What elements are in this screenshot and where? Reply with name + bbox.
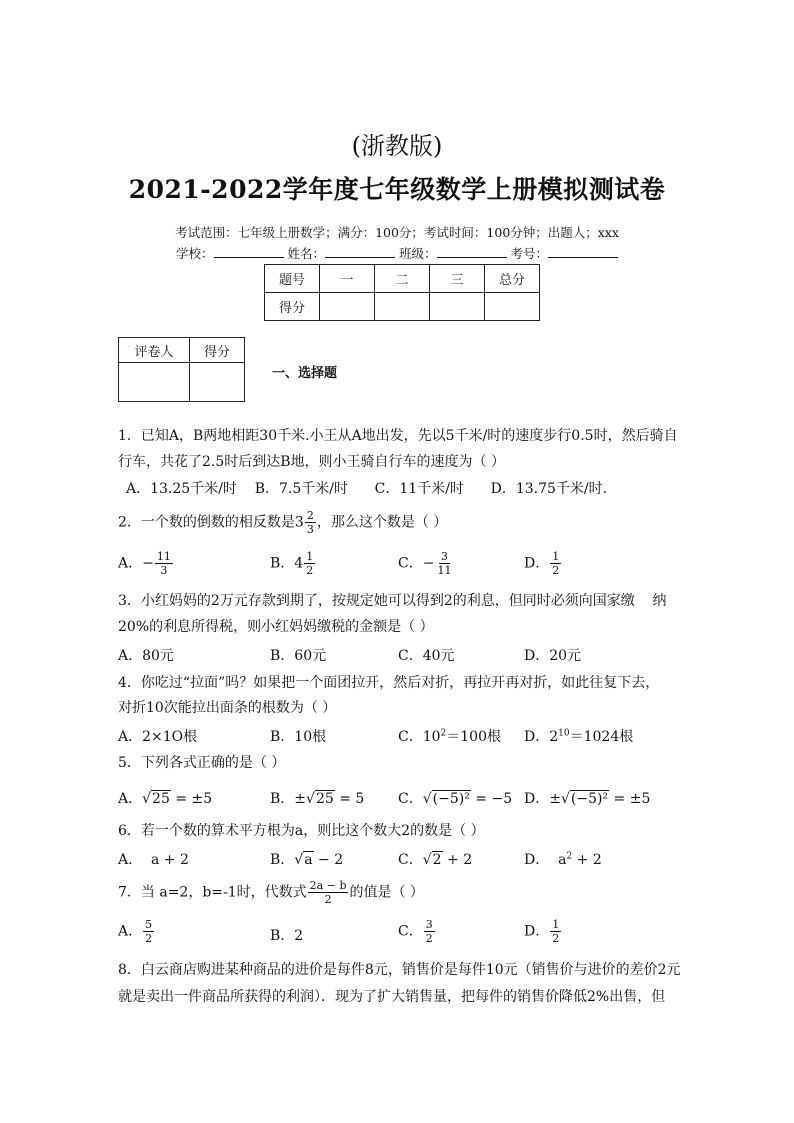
option-text: + 2 <box>572 852 602 868</box>
option-label: A．− <box>118 555 154 572</box>
score-header-cell: 题号 <box>265 265 320 293</box>
question-5-stem: 5．下列各式正确的是（ ） <box>118 755 286 771</box>
radicand: (−5)² <box>432 791 470 807</box>
question-8-line-2: 就是卖出一件商品所获得的利润）．现为了扩大销售量，把每件的销售价降低2%出售，但 <box>118 989 666 1005</box>
question-5-option-c[interactable] <box>398 788 512 808</box>
question-7-stem-text: 7．当 a=2，b=-1时，代数式 <box>118 884 307 901</box>
question-2-option-c[interactable] <box>398 550 454 577</box>
option-text: + 2 <box>442 852 473 868</box>
school-label: 学校： <box>175 246 214 261</box>
question-2-stem-text: 2．一个数的倒数的相反数是3 <box>118 514 304 531</box>
question-7-option-d[interactable] <box>524 918 562 945</box>
question-6-option-b[interactable] <box>270 849 343 869</box>
radicand: 2 <box>432 852 442 868</box>
score-header-cell: 三 <box>430 265 485 293</box>
option-text: C． <box>398 791 423 807</box>
question-6-option-c[interactable] <box>398 849 472 869</box>
option-text: B． <box>270 852 295 868</box>
question-4-option-a[interactable]: A．2×1O根 <box>118 729 198 745</box>
sqrt-sign-icon: √ <box>294 852 304 868</box>
question-4-option-d[interactable] <box>524 726 633 746</box>
radicand: 25 <box>152 791 170 807</box>
sqrt-sign-icon: √ <box>306 791 315 807</box>
fraction-denominator: 2 <box>552 932 560 945</box>
school-field[interactable] <box>214 245 284 258</box>
question-4-option-c[interactable] <box>398 726 501 746</box>
fraction-numerator: 1 <box>306 550 314 563</box>
option-text: ＝1024根 <box>569 729 634 745</box>
sqrt-sign-icon: √ <box>422 852 432 868</box>
option-label: C．− <box>398 555 435 572</box>
fraction-numerator: 2a − b <box>309 879 347 892</box>
grader-header-cell: 评卷人 <box>119 338 190 363</box>
fraction-denominator: 3 <box>160 564 168 577</box>
question-3-option-d[interactable]: D．20元 <box>524 648 582 664</box>
fraction-denominator: 2 <box>425 932 433 945</box>
score-row-label: 得分 <box>265 293 320 321</box>
question-7-stem-tail: 的值是（ ） <box>349 884 424 901</box>
exam-no-field[interactable] <box>548 245 618 258</box>
option-label: A． <box>118 923 143 940</box>
student-info-line <box>0 244 794 262</box>
question-7-option-a[interactable] <box>118 918 155 945</box>
score-cell[interactable] <box>320 293 375 321</box>
question-7-fraction <box>308 879 349 906</box>
option-text: = ±5 <box>170 791 213 807</box>
question-5-option-b[interactable] <box>270 788 364 808</box>
fraction-denominator: 2 <box>306 564 314 577</box>
option-text: − 2 <box>313 852 344 868</box>
question-2-stem-tail: ，那么这个数是（ ） <box>316 514 448 531</box>
question-5-option-d[interactable] <box>524 788 650 808</box>
exponent: 2 <box>566 851 573 862</box>
option-text: C． <box>398 852 423 868</box>
question-1-line-2: 行车，共花了2.5时后到达B地，则小王骑自行车的速度为（ ） <box>118 454 506 470</box>
fraction-denominator: 2 <box>324 893 332 906</box>
radicand: 25 <box>315 791 334 807</box>
option-text: D． a <box>524 852 567 868</box>
name-label: 姓名： <box>287 246 325 261</box>
sqrt-sign-icon: √ <box>560 791 570 807</box>
score-header-cell: 二 <box>375 265 430 293</box>
exam-title: 2021-2022学年度七年级数学上册模拟测试卷 <box>128 175 666 204</box>
score-header-cell: 总分 <box>485 265 540 293</box>
question-4-line-2: 对折10次能拉出面条的根数为（ ） <box>118 700 337 716</box>
option-label: B．4 <box>270 555 304 572</box>
question-3-option-c[interactable]: C．40元 <box>398 648 455 664</box>
fraction-denominator: 3 <box>306 523 314 536</box>
option-fraction <box>424 918 435 945</box>
question-4-option-b[interactable]: B．10根 <box>270 729 327 745</box>
name-field[interactable] <box>325 245 395 258</box>
option-fraction <box>550 550 561 577</box>
grader-table <box>118 337 245 402</box>
class-field[interactable] <box>437 245 507 258</box>
exponent: 10 <box>558 728 570 739</box>
question-3-option-b[interactable]: B．60元 <box>270 648 327 664</box>
question-3-line-2: 20%的利息所得税，则小红妈妈缴税的金额是（ ） <box>118 619 434 635</box>
option-label: C． <box>398 923 423 940</box>
option-text: D．± <box>524 791 561 807</box>
question-7-stem <box>118 879 424 906</box>
grader-input-row <box>119 363 245 402</box>
question-6-option-d[interactable] <box>524 849 602 869</box>
option-text: = ±5 <box>609 791 651 807</box>
grader-header-row <box>119 338 245 363</box>
exam-info-line: 考试范围：七年级上册数学；满分：100分；考试时间：100分钟；出题人；xxx <box>175 225 619 240</box>
class-label: 班级： <box>398 246 437 261</box>
question-1-line-1: 1．已知A，B两地相距30千米.小王从A地出发，先以5千米/时的速度步行0.5时，然后骑自 <box>118 428 678 444</box>
option-text: B．± <box>270 791 307 807</box>
score-header-cell: 一 <box>320 265 375 293</box>
grader-cell[interactable] <box>119 363 190 402</box>
fraction-numerator: 3 <box>440 550 448 563</box>
grader-header-cell: 得分 <box>190 338 245 363</box>
fraction-numerator: 2 <box>306 509 314 522</box>
question-1-options: A．13.25千米/时 B．7.5千米/时 C．11千米/时 D．13.75千米/时. <box>126 481 608 497</box>
fraction-numerator: 1 <box>552 918 560 931</box>
fraction-numerator: 5 <box>145 918 153 931</box>
section-title: 一、选择题 <box>272 366 338 381</box>
option-text: = −5 <box>470 791 513 807</box>
sqrt-sign-icon: √ <box>422 791 432 807</box>
question-6-stem: 6．若一个数的算术平方根为a，则比这个数大2的数是（ ） <box>118 823 485 839</box>
question-2-option-a[interactable] <box>118 550 174 577</box>
question-3-option-a[interactable]: A．80元 <box>118 648 174 664</box>
option-label: D． <box>524 923 550 940</box>
fraction-numerator: 3 <box>425 918 433 931</box>
option-fraction <box>550 918 561 945</box>
option-fraction <box>143 918 154 945</box>
option-text: A． <box>118 791 143 807</box>
fraction-numerator: 11 <box>156 550 171 563</box>
radicand: (−5)² <box>570 791 609 807</box>
option-fraction <box>304 550 315 577</box>
option-label: D． <box>524 555 550 572</box>
score-cell[interactable] <box>485 293 540 321</box>
option-text: ＝100根 <box>446 729 501 745</box>
question-3-line-1: 3．小红妈妈的2万元存款到期了，按规定她可以得到2的利息，但同时必须向国家缴 纳 <box>118 593 667 609</box>
question-7-option-c[interactable] <box>398 918 436 945</box>
question-7-option-b[interactable]: B．2 <box>270 928 304 944</box>
score-table <box>264 264 540 321</box>
question-5-option-a[interactable] <box>118 788 212 808</box>
fraction-denominator: 2 <box>552 564 560 577</box>
question-6-option-a[interactable]: A． a + 2 <box>118 852 189 868</box>
question-2-stem <box>118 509 447 536</box>
option-text: D．2 <box>524 729 559 745</box>
grader-score-cell[interactable] <box>190 363 245 402</box>
fraction-denominator: 11 <box>437 564 452 577</box>
exponent: 2 <box>440 728 447 739</box>
sqrt-sign-icon: √ <box>142 791 152 807</box>
option-fraction <box>435 550 453 577</box>
exam-no-label: 考号： <box>510 246 548 261</box>
score-cell[interactable] <box>430 293 485 321</box>
option-fraction <box>155 550 173 577</box>
question-8-line-1: 8．白云商店购进某种商品的进价是每件8元，销售价是每件10元（销售价与进价的差价2元 <box>118 962 681 978</box>
question-4-line-1: 4．你吃过“拉面”吗？如果把一个面团拉开，然后对折，再拉开再对折，如此往复下去， <box>118 675 660 691</box>
score-cell[interactable] <box>375 293 430 321</box>
option-text: C．10 <box>398 729 441 745</box>
question-2-fraction <box>305 509 316 536</box>
question-2-option-b[interactable] <box>270 550 316 577</box>
radicand: a <box>304 852 313 868</box>
question-2-option-d[interactable] <box>524 550 562 577</box>
score-table-header-row <box>265 265 540 293</box>
score-table-score-row <box>265 293 540 321</box>
fraction-numerator: 1 <box>552 550 560 563</box>
exam-edition: (浙教版) <box>351 132 443 160</box>
fraction-denominator: 2 <box>145 932 153 945</box>
option-text: = 5 <box>334 791 365 807</box>
